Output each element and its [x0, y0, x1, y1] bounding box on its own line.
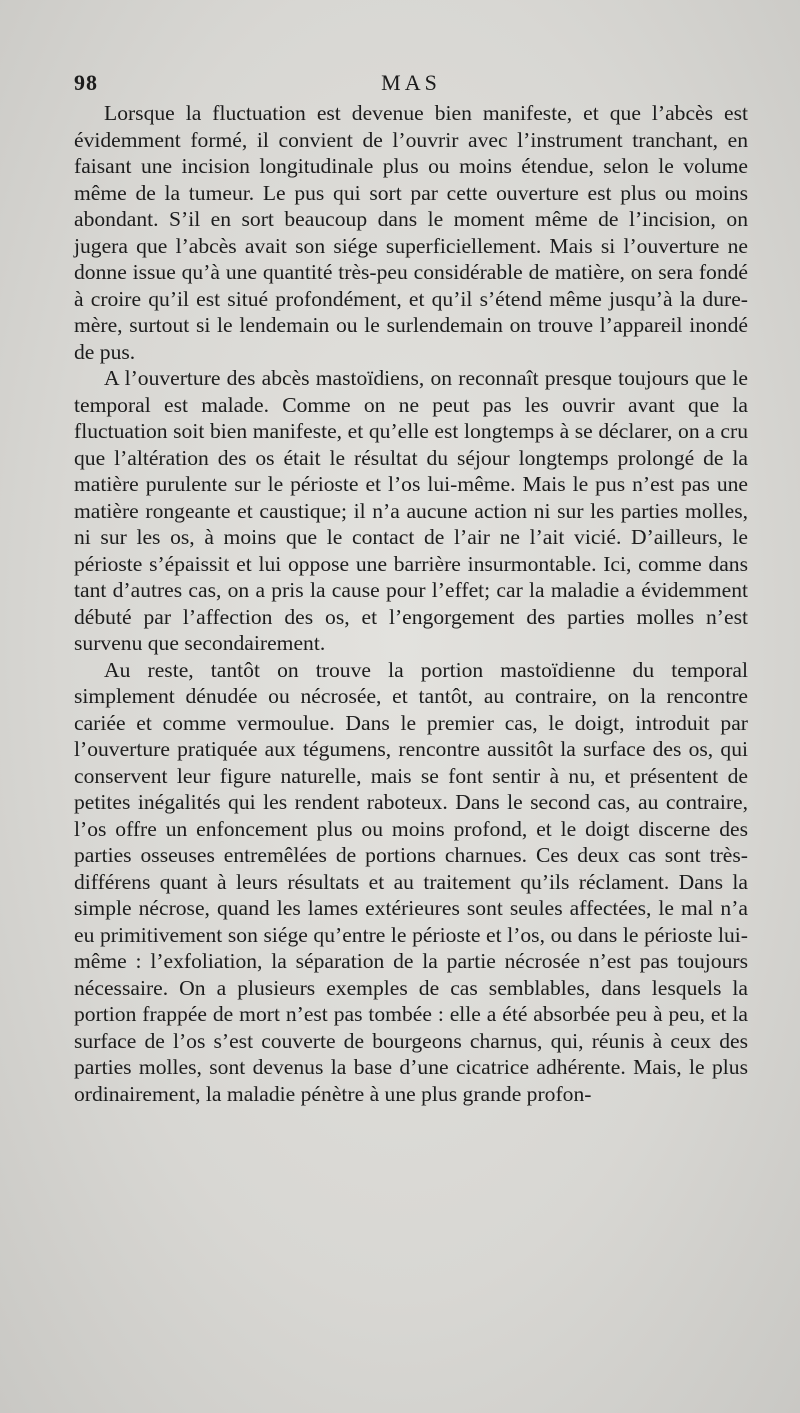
body-text	[74, 100, 748, 1107]
running-head: MAS	[381, 70, 441, 95]
page-header	[74, 70, 748, 100]
page-number: 98	[74, 70, 98, 95]
paragraph: A l’ouverture des abcès mastoïdiens, on reconnaît presque toujours que le temporal est malade. Comme on ne peut pas les ouvrir avant que la fluctuation soit bien manifeste, et qu’elle est longtemps à se déclarer, on a cru que l’altération des os était le résultat du séjour longtemps prolongé de la matière purulente sur le périoste et l’os lui-même. Mais le pus n’est pas une matière rongeante et caustique; il n’a aucune action ni sur les parties molles, ni sur les os, à moins que le contact de l’air ne l’ait vicié. D’ailleurs, le périoste s’épaissit et lui oppose une barrière insurmontable. Ici, comme dans tant d’autres cas, on a pris la cause pour l’effet; car la maladie a évidemment débuté par l’affection des os, et l’engorgement des parties molles n’est survenu que secondairement.	[74, 366, 748, 655]
paragraph: Au reste, tantôt on trouve la portion mastoïdienne du temporal simplement dénudée ou nécrosée, et tantôt, au contraire, on la rencontre cariée et comme vermoulue. Dans le premier cas, le doigt, introduit par l’ouverture pratiquée aux tégumens, rencontre aussitôt la surface des os, qui conservent leur figure naturelle, mais se font sentir à nu, et présentent de petites inégalités qui les rendent raboteux. Dans le second cas, au contraire, l’os offre un enfoncement plus ou moins profond, et le doigt discerne des parties osseuses entremêlées de portions charnues. Ces deux cas sont très-différens quant à leurs résultats et au traitement qu’ils réclament. Dans la simple nécrose, quand les lames extérieures sont seules affectées, le mal n’a eu primitivement son siége qu’entre le périoste et l’os, ou dans le périoste lui-même : l’exfoliation, la séparation de la partie nécrosée n’est pas toujours nécessaire. On a plusieurs exemples de cas semblables, dans lesquels la portion frappée de mort n’est pas tombée : elle a été absorbée peu à peu, et la surface de l’os s’est couverte de bourgeons charnus, qui, réunis à ceux des parties molles, sont devenus la base d’une cicatrice adhérente. Mais, le plus ordinairement, la maladie pénètre à une plus grande profon-	[74, 657, 748, 1106]
paragraph: Lorsque la fluctuation est devenue bien manifeste, et que l’abcès est évidemment formé, il convient de l’ouvrir avec l’instrument tranchant, en faisant une incision longitudinale plus ou moins étendue, selon le volume même de la tumeur. Le pus qui sort par cette ouverture est plus ou moins abondant. S’il en sort beaucoup dans le moment même de l’incision, on jugera que l’abcès avait son siége superficiellement. Mais si l’ouverture ne donne issue qu’à une quantité très-peu considérable de matière, on sera fondé à croire qu’il est situé profondément, et qu’il s’étend même jusqu’à la dure-mère, surtout si le lendemain ou le surlendemain on trouve l’appareil inondé de pus.	[74, 101, 748, 364]
